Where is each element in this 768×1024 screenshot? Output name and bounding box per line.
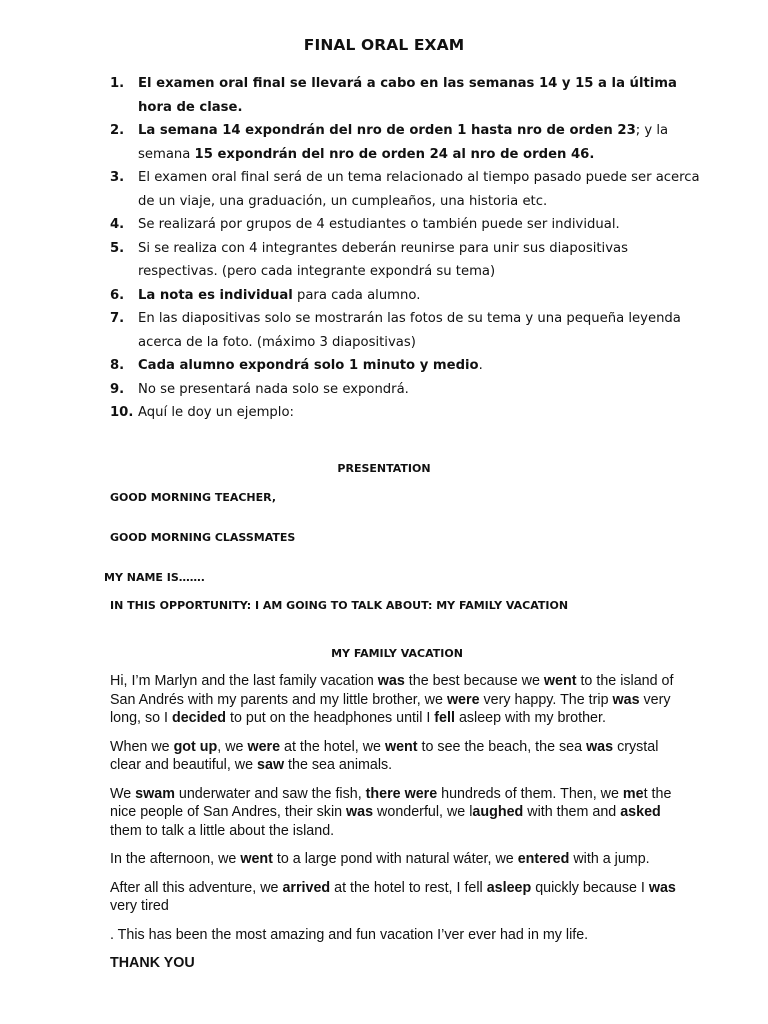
rule-number: 4.: [110, 217, 125, 232]
past-tense-verb: swam: [135, 785, 175, 802]
rule-text: En las diapositivas solo se mostrarán las fotos de su tema y una pequeña leyenda acerca de la foto. (máximo 3 diapositivas): [138, 311, 681, 350]
story-text: wonderful, we l: [373, 804, 473, 820]
page-title: FINAL ORAL EXAM: [303, 36, 465, 54]
rule-item: [110, 166, 710, 213]
name-line: MY NAME IS…….: [104, 571, 205, 584]
rule-text: No se presentará nada solo se expondrá.: [138, 381, 409, 397]
past-tense-verb: saw: [257, 757, 285, 773]
presentation-heading: PRESENTATION: [337, 462, 431, 475]
story-text: very happy. The trip: [479, 691, 613, 708]
past-tense-verb: were: [446, 691, 480, 708]
rule-item: [110, 237, 710, 284]
story-title: MY FAMILY VACATION: [331, 647, 463, 660]
past-tense-verb: there were: [365, 785, 438, 802]
past-tense-verb: went: [543, 673, 577, 689]
rule-text: Se realizará por grupos de 4 estudiantes o también puede ser individual.: [138, 217, 620, 232]
story-text: quickly because I: [531, 879, 649, 896]
story-text: crystal clear and beautiful, we: [110, 738, 659, 773]
rule-item: [110, 354, 710, 378]
story-text: asleep with my brother.: [454, 710, 606, 726]
story-body: [110, 672, 690, 973]
past-tense-verb: arrived: [282, 879, 331, 896]
story-text: After all this adventure, we: [110, 879, 283, 896]
past-tense-verb: got up: [173, 738, 218, 755]
rule-text: Cada alumno expondrá solo 1 minuto y medio: [138, 358, 479, 373]
story-text: the best because we: [404, 673, 544, 689]
greeting-classmates: GOOD MORNING CLASSMATES: [110, 531, 296, 544]
past-tense-verb: fell: [434, 710, 455, 726]
rule-item: [110, 378, 710, 402]
story-paragraph: [110, 879, 690, 916]
rule-item: [110, 213, 710, 237]
rule-number: 3.: [110, 170, 125, 185]
story-text: at the hotel, we: [280, 738, 385, 755]
story-text: Hi, I’m Marlyn and the last family vacation: [110, 673, 378, 689]
story-text: When we: [110, 738, 174, 755]
past-tense-verb: asked: [620, 804, 661, 820]
story-text: very tired: [110, 898, 169, 914]
rule-number: 7.: [110, 311, 125, 326]
story-text: at the hotel to rest, I fell: [330, 879, 487, 896]
rule-text: La semana 14 expondrán del nro de orden 1 hasta nro de orden 23: [138, 123, 636, 138]
rule-number: 9.: [110, 381, 125, 397]
story-paragraph: [110, 785, 690, 841]
rules-list: [110, 72, 710, 425]
closing-line: THANK YOU: [110, 955, 195, 971]
story-text: t the nice people of San Andres, their skin: [110, 785, 672, 820]
story-text: with a jump.: [569, 851, 650, 867]
past-tense-verb: me: [622, 785, 644, 802]
story-paragraph: [110, 672, 690, 728]
rule-item: [110, 72, 710, 119]
story-text: underwater and saw the fish,: [174, 785, 366, 802]
rule-number: 1.: [110, 76, 125, 91]
story-paragraph: [110, 926, 690, 945]
story-text: hundreds of them. Then, we: [437, 785, 623, 802]
rule-item: [110, 119, 710, 166]
rule-text: ; y la semana: [138, 123, 669, 162]
rule-text: Si se realiza con 4 integrantes deberán reunirse para unir sus diapositivas respectivas. (pero cada integrante expondrá su tema): [138, 240, 628, 279]
past-tense-verb: was: [648, 879, 676, 896]
greeting-teacher: GOOD MORNING TEACHER,: [110, 491, 276, 504]
past-tense-verb: was: [586, 738, 614, 755]
past-tense-verb: decided: [172, 710, 227, 726]
story-text: to see the beach, the sea: [417, 738, 587, 755]
rule-text: Aquí le doy un ejemplo:: [138, 405, 294, 420]
story-text: In the afternoon, we: [110, 851, 241, 867]
past-tense-verb: were: [247, 738, 281, 755]
rule-text: .: [478, 358, 483, 373]
rule-text: La nota es individual: [138, 287, 293, 303]
rule-text: para cada alumno.: [292, 287, 421, 303]
past-tense-verb: went: [240, 851, 273, 867]
story-text: to a large pond with natural wáter, we: [272, 851, 518, 867]
story-text: to the island of San Andrés with my parents and my little brother, we: [110, 673, 674, 708]
story-text: , we: [217, 738, 248, 755]
story-text: the sea animals.: [284, 757, 393, 773]
past-tense-verb: entered: [517, 851, 570, 867]
rule-item: [110, 401, 710, 425]
story-text: . This has been the most amazing and fun vacation I’ver ever had in my life.: [110, 926, 589, 943]
rule-text: El examen oral final se llevará a cabo en las semanas 14 y 15 a la última hora de clase.: [138, 76, 677, 115]
story-text: very long, so I: [110, 691, 671, 726]
story-text: to put on the headphones until I: [226, 710, 435, 726]
past-tense-verb: was: [346, 804, 374, 820]
rule-number: 5.: [110, 240, 125, 256]
rule-number: 2.: [110, 123, 125, 138]
opportunity-line: IN THIS OPPORTUNITY: I AM GOING TO TALK ABOUT: MY FAMILY VACATION: [110, 599, 569, 612]
past-tense-verb: aughed: [472, 804, 524, 820]
past-tense-verb: was: [612, 691, 640, 708]
rule-text: El examen oral final será de un tema relacionado al tiempo pasado puede ser acerca de un viaje, una graduación, un cumpleaños, una historia etc.: [138, 170, 700, 209]
story-paragraph: [110, 850, 690, 869]
story-text: We: [110, 785, 136, 802]
rule-item: [110, 307, 710, 354]
story-paragraph: [110, 738, 690, 775]
rule-text: 15 expondrán del nro de orden 24 al nro de orden 46.: [194, 146, 595, 162]
rule-item: [110, 284, 710, 308]
story-text: them to talk a little about the island.: [110, 822, 335, 839]
rule-number: 8.: [110, 358, 125, 373]
story-text: with them and: [523, 804, 621, 820]
past-tense-verb: was: [377, 673, 405, 689]
past-tense-verb: asleep: [486, 879, 532, 896]
rule-number: 10.: [110, 405, 134, 420]
rule-number: 6.: [110, 287, 125, 303]
past-tense-verb: went: [384, 738, 418, 755]
